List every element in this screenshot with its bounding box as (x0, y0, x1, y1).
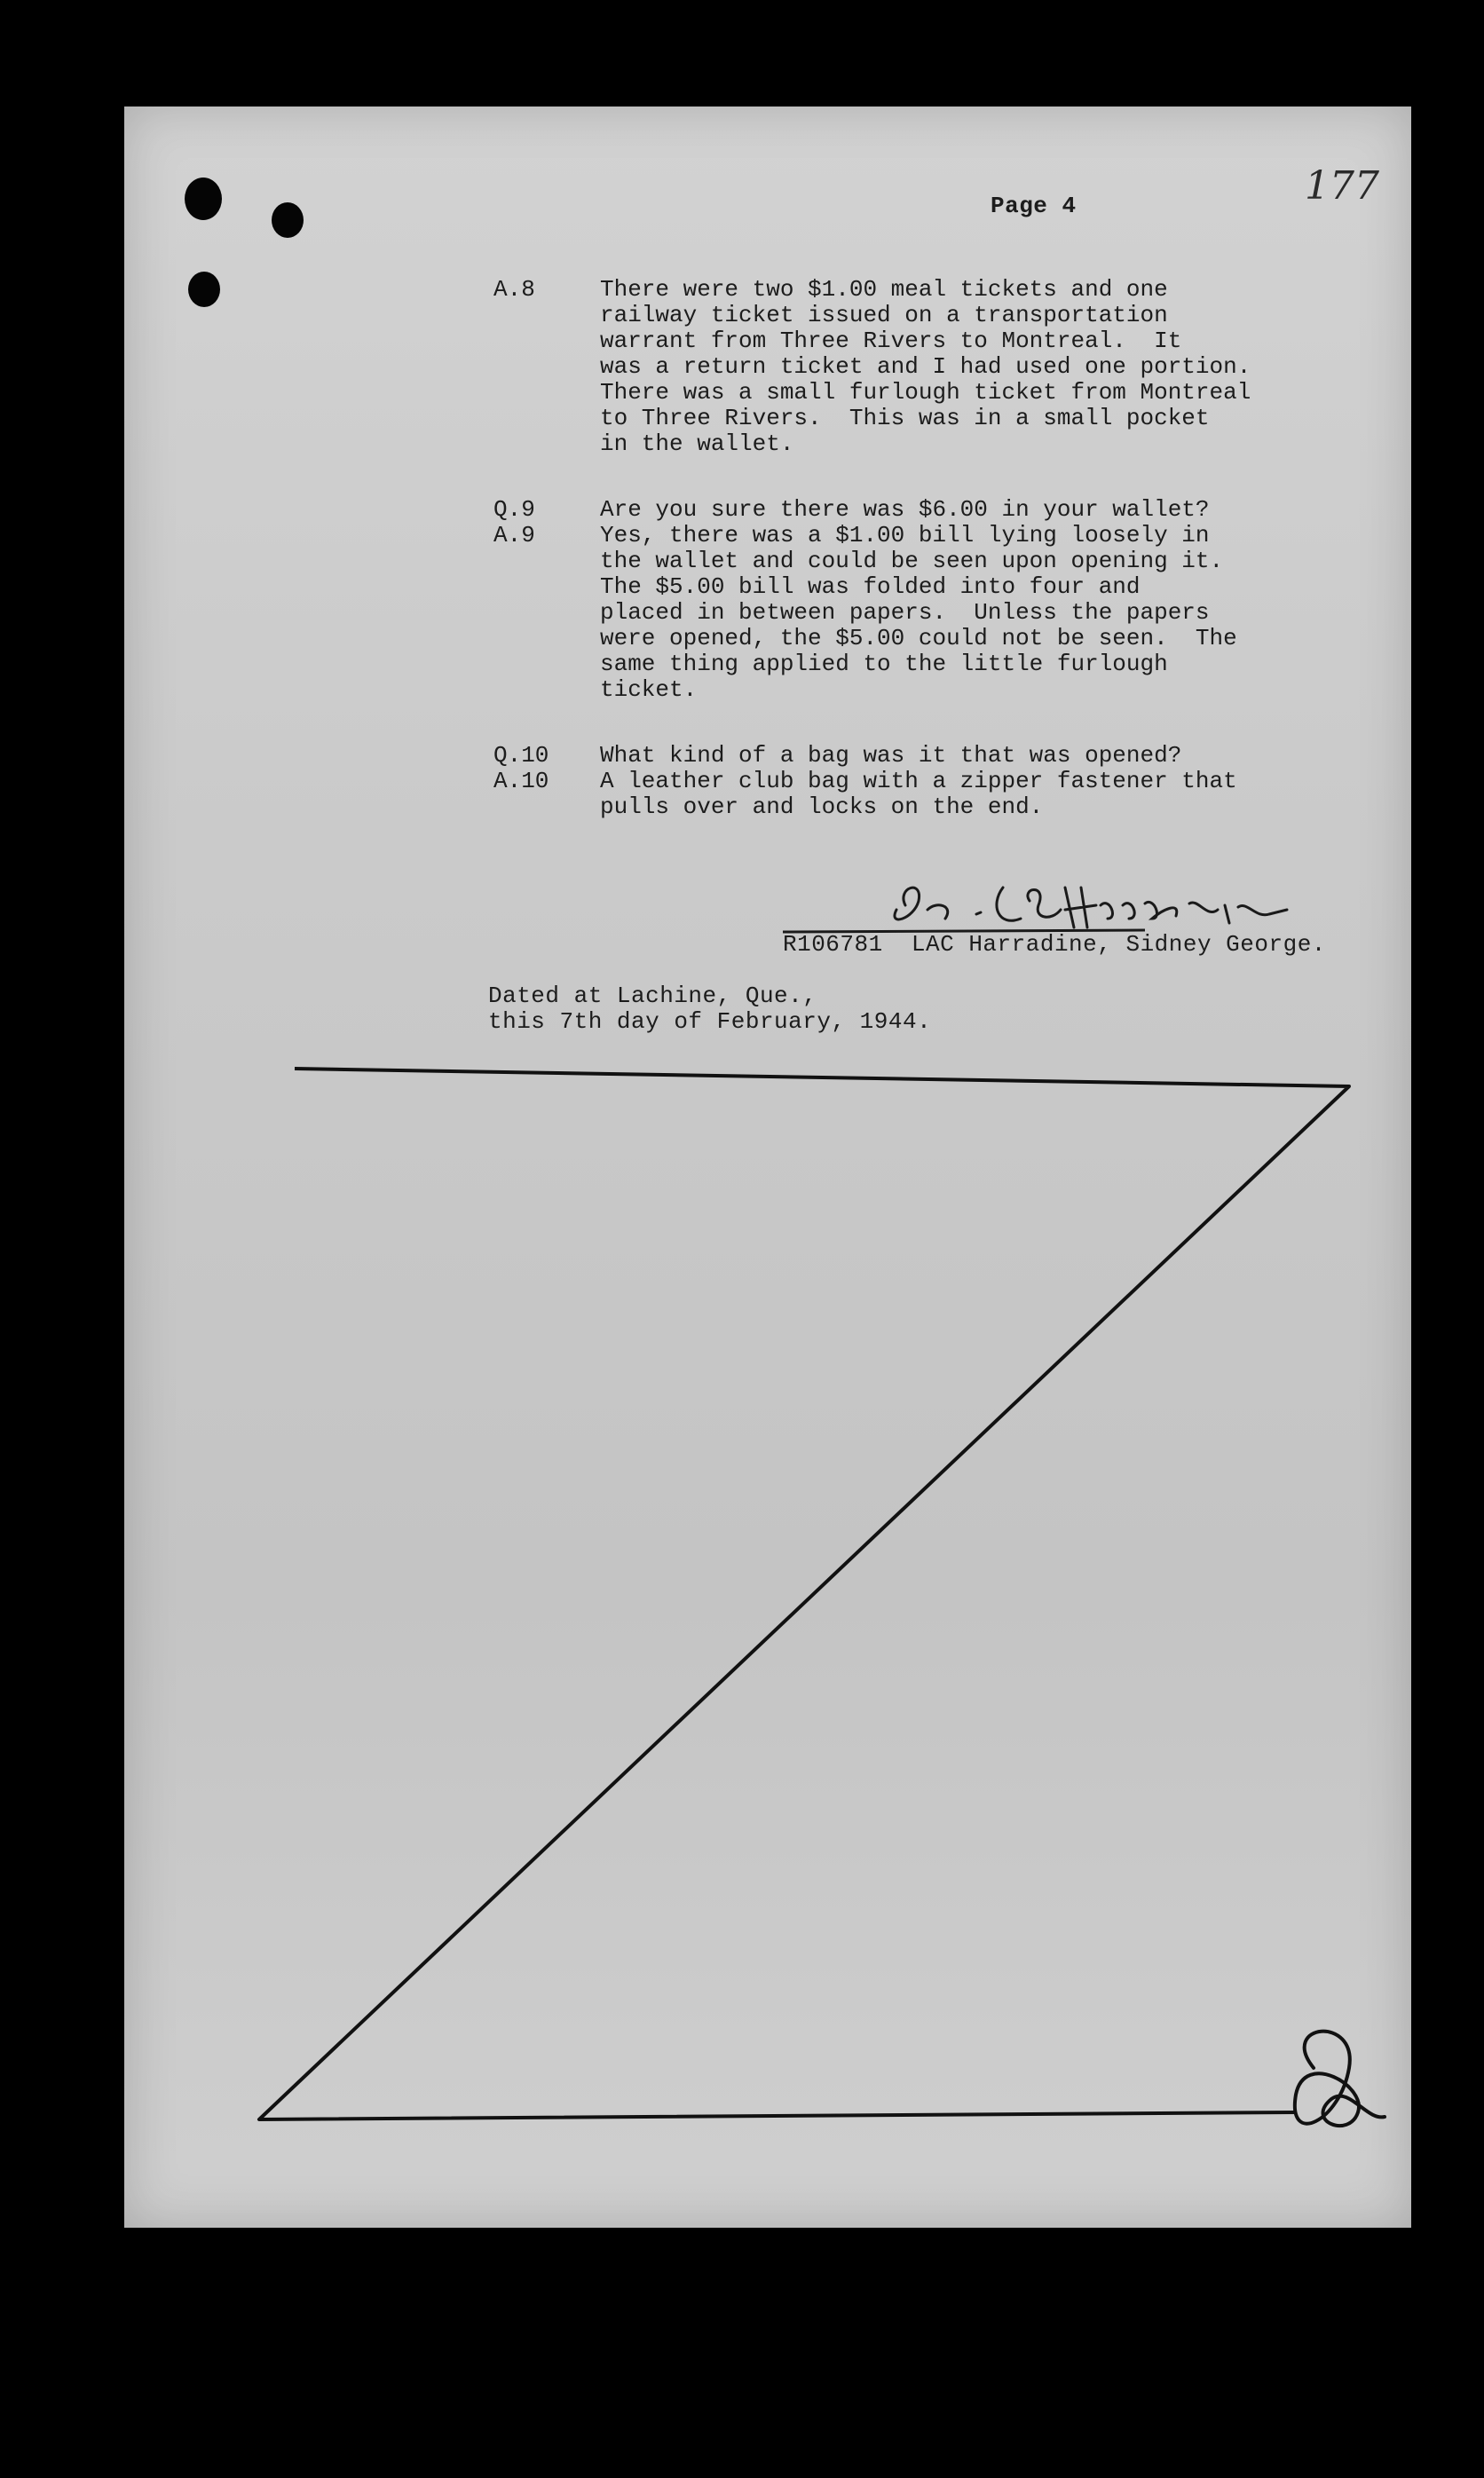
qa-line: was a return ticket and I had used one portion. (600, 353, 1251, 380)
qa-line: railway ticket issued on a transportation (600, 302, 1168, 328)
qa-line: A leather club bag with a zipper fastener that (600, 768, 1237, 794)
qa-line: Yes, there was a $1.00 bill lying loosely in (600, 522, 1210, 548)
qa-line: pulls over and locks on the end. (600, 793, 1044, 820)
qa-line: warrant from Three Rivers to Montreal. It (600, 328, 1182, 354)
qa-line: in the wallet. (600, 430, 794, 457)
document-page (124, 107, 1411, 2228)
typed-signature: R106781 LAC Harradine, Sidney George. (783, 931, 1326, 958)
qa-label: Q.9 (493, 496, 535, 523)
qa-line: Are you sure there was $6.00 in your wallet? (600, 496, 1210, 523)
qa-line: the wallet and could be seen upon opening it. (600, 548, 1224, 574)
qa-line: placed in between papers. Unless the papers (600, 599, 1210, 626)
dated-line-2: this 7th day of February, 1944. (488, 1008, 932, 1035)
qa-label: A.9 (493, 522, 535, 548)
qa-line: What kind of a bag was it that was opened? (600, 742, 1182, 769)
page-number: Page 4 (991, 193, 1077, 219)
qa-line: same thing applied to the little furlough (600, 651, 1168, 677)
folio-number: 177 (1305, 163, 1379, 209)
qa-line: ticket. (600, 676, 698, 703)
z-cancellation-stroke (124, 107, 1411, 2228)
qa-line: to Three Rivers. This was in a small pocket (600, 405, 1210, 431)
dated-line-1: Dated at Lachine, Que., (488, 983, 817, 1009)
qa-line: The $5.00 bill was folded into four and (600, 573, 1141, 600)
qa-label: A.8 (493, 276, 535, 303)
qa-line: There was a small furlough ticket from Montreal (600, 379, 1251, 406)
qa-line: There were two $1.00 meal tickets and one (600, 276, 1168, 303)
qa-line: were opened, the $5.00 could not be seen. The (600, 625, 1237, 651)
qa-label: Q.10 (493, 742, 549, 769)
qa-label: A.10 (493, 768, 549, 794)
